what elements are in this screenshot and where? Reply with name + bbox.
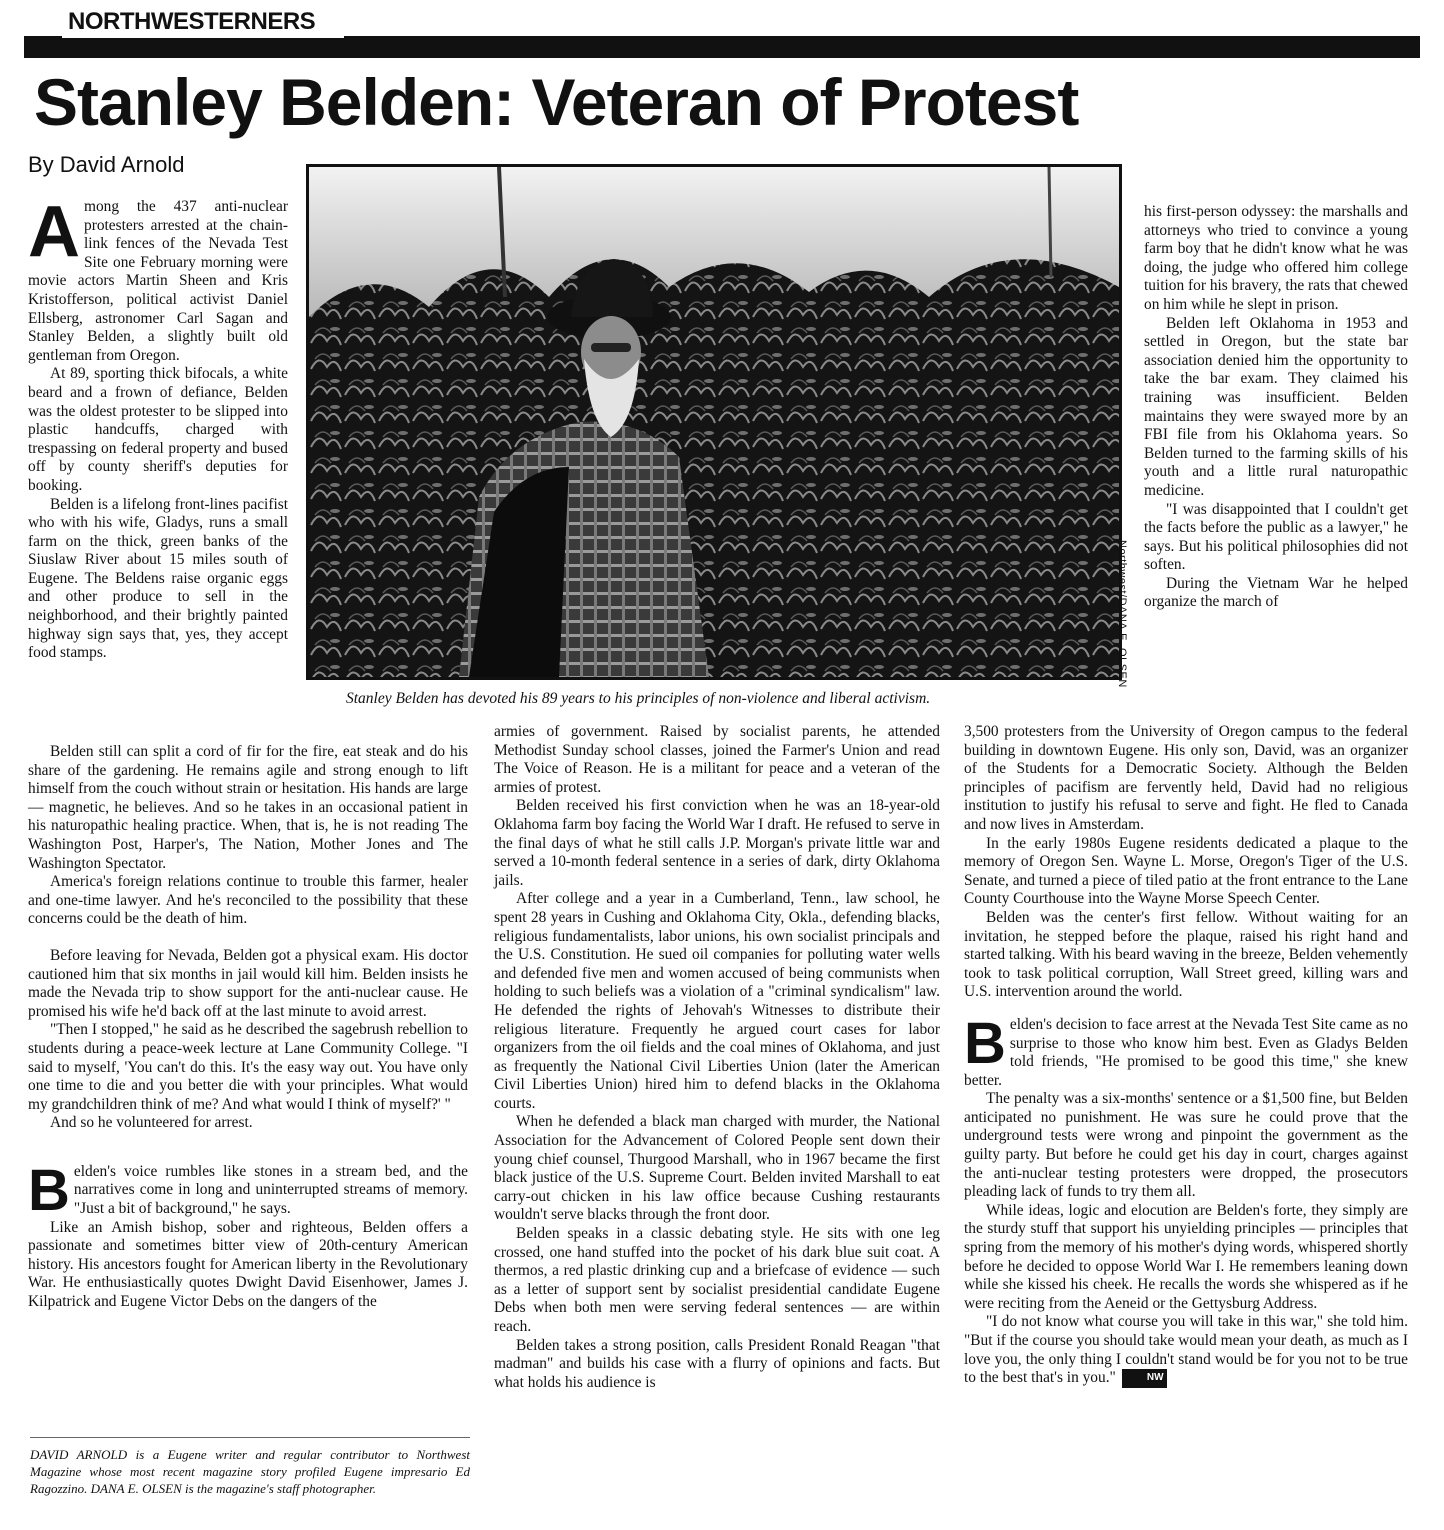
paragraph: "I was disappointed that I couldn't get the facts before the public as a lawyer," he says. But his political philosophies did not soften. bbox=[1144, 500, 1408, 574]
paragraph: The penalty was a six-months' sentence or a $1,500 fine, but Belden anticipated no punishment. He was sure he could prove that the underground tests were wrong and pinpoint the government as the guilty party. But before he could get his day in court, charges against the anti-nuclear testing protesters were dropped, the prosecutors pleading lack of funds to try them all. bbox=[964, 1090, 1408, 1201]
paragraph-text: mong the 437 anti-nuclear protesters arrested at the chain-link fences of the Nevada Test Site one February morning were movie actors Martin Sheen and Kris Kristofferson, political activist Daniel Ellsberg, astronomer Carl Sagan and Stanley Belden, a slightly built old gentleman from Oregon. bbox=[28, 198, 288, 364]
paragraph: Before leaving for Nevada, Belden got a physical exam. His doctor cautioned him that six months in jail would kill him. Belden insists he made the Nevada trip to show support for the anti-nuclear cause. He promised his wife he'd back off at the last minute to avoid arrest. bbox=[28, 946, 468, 1020]
paragraph: While ideas, logic and elocution are Belden's forte, they simply are the sturdy stuff that support his unyielding principles — principles that spring from the memory of his mother's dying words, whispered shortly before he decided to oppose World War I. He remembers leaning down while she kissed his cheek. He recalls the words she whispered as if he were reciting from the Aeneid or the Gettysburg Address. bbox=[964, 1201, 1408, 1312]
paragraph: America's foreign relations continue to trouble this farmer, healer and one-time lawyer. And he's reconciled to the possibility that these concerns could be the death of him. bbox=[28, 873, 468, 928]
paragraph bbox=[28, 192, 288, 365]
header-bar bbox=[24, 38, 1420, 58]
paragraph-text: "I do not know what course you will take in this war," she told him. "But if the course you should take would mean your death, as much as I love you, the only thing I couldn't stand would be for you not to be true to the best that's in you." bbox=[964, 1313, 1408, 1387]
paragraph-text: elden's voice rumbles like stones in a stream bed, and the narratives come in long and uninterrupted streams of memory. "Just a bit of background," he says. bbox=[73, 1162, 468, 1218]
paragraph: At 89, sporting thick bifocals, a white beard and a frown of defiance, Belden was the oldest protester to be slipped into plastic handcuffs, charged with trespassing on federal property and bused off by county sheriff's deputies for booking. bbox=[28, 365, 288, 494]
paragraph: Belden was the center's first fellow. Without waiting for an invitation, he stepped before the plaque, raised his right hand and started talking. With his beard waving in the breeze, Belden vehemently took to task political corruption, Wall Street greed, killing wars and U.S. intervention around the world. bbox=[964, 908, 1408, 1001]
drop-cap: A bbox=[28, 192, 80, 272]
paragraph: Belden is a lifelong front-lines pacifist who with his wife, Gladys, runs a small farm on the thick, green banks of the Siuslaw River about 15 miles south of Eugene. The Beldens raise organic eggs and other produce to sell in the neighborhood, and their brightly painted highway sign says that, yes, they accept food stamps. bbox=[28, 495, 288, 662]
photo-stanley-belden bbox=[306, 164, 1122, 680]
paragraph: "Then I stopped," he said as he described the sagebrush rebellion to students during a peace-week lecture at Lane Community College. "I said to myself, 'You can't do this. It's the easy way out. You have only one time to die and you better die with your principles. What would my grandchildren think of me? And what would I think of myself?' " bbox=[28, 1021, 468, 1113]
paragraph: In the early 1980s Eugene residents dedicated a plaque to the memory of Oregon Sen. Wayne L. Morse, Oregon's Tiger of the U.S. Senate, and turned a piece of tiled patio at the front entrance to the Lane County Courthouse into the Wayne Morse Speech Center. bbox=[964, 834, 1408, 908]
column-3 bbox=[964, 723, 1408, 1388]
photo-illustration bbox=[309, 167, 1119, 677]
drop-cap: B bbox=[964, 1010, 1006, 1076]
section-label: NORTHWESTERNERS bbox=[68, 8, 316, 35]
paragraph: Like an Amish bishop, sober and righteous, Belden offers a passionate and sometimes bitter view of 20th-century American history. His ancestors fought for American liberty in the Revolutionary War. He enthusiastically quotes Dwight David Eisenhower, James J. Kilpatrick and Eugene Victor Debs on the dangers of the bbox=[28, 1218, 468, 1311]
end-mark: NW bbox=[1122, 1369, 1167, 1388]
paragraph: Belden still can split a cord of fir for the fire, eat steak and do his share of the gardening. He remains agile and strong enough to lift himself from the couch without strain or hesitation. His hands are large — magnetic, he believes. And so he takes in an occasional patient in his naturopathic healing practice. When, that is, he is not reading The Washington Post, Harper's, The Nation, Mother Jones and The Washington Spectator. bbox=[28, 743, 468, 872]
headline: Stanley Belden: Veteran of Protest bbox=[34, 65, 1079, 139]
author-bio: DAVID ARNOLD is a Eugene writer and regular contributor to Northwest Magazine whose most recent magazine story profiled Eugene impresario Ed Ragozzino. DANA E. OLSEN is the magazine's staff photographer. bbox=[30, 1447, 470, 1496]
paragraph: armies of government. Raised by socialist parents, he attended Methodist Sunday school classes, joined the Farmer's Union and read The Voice of Reason. He is a militant for peace and a veteran of the armies of protest. bbox=[494, 723, 940, 796]
section-header bbox=[24, 8, 1420, 38]
photo-credit: Northwest/DANA E. OLSEN bbox=[1116, 540, 1128, 688]
paragraph: During the Vietnam War he helped organize the march of bbox=[1144, 574, 1408, 611]
drop-cap: B bbox=[28, 1157, 70, 1223]
paragraph: When he defended a black man charged with murder, the National Association for the Advancement of Colored People sent down their young chief counsel, Thurgood Marshall, who in 1967 became the first black justice of the U.S. Supreme Court. Belden invited Marshall to eat carry-out chicken in his law office because Cushing restaurants wouldn't serve blacks through the front door. bbox=[494, 1113, 940, 1224]
column-1-lower bbox=[28, 743, 468, 1312]
column-4 bbox=[1144, 203, 1408, 612]
bio-divider bbox=[30, 1437, 470, 1438]
paragraph: Belden left Oklahoma in 1953 and settled in Oregon, but the state bar association denied him the opportunity to take the bar exam. They claimed his training was insufficient. Belden maintains they were swayed more by an FBI file from his Oklahoma years. So Belden turned to the farming skills of his youth and a little rural naturopathic medicine. bbox=[1144, 314, 1408, 499]
paragraph bbox=[28, 1157, 468, 1223]
paragraph-text: elden's decision to face arrest at the Nevada Test Site came as no surprise to those who know him best. Even as Gladys Belden told friends, "He promised to be good this time," she knew better. bbox=[964, 1015, 1408, 1089]
paragraph: Belden speaks in a classic debating style. He sits with one leg crossed, one hand stuffed into the pocket of his dark blue suit coat. A thermos, a red plastic drinking cup and a briefcase of evidence — such as a letter of support sent by socialist presidential candidate Eugene Debs when both men were serving federal sentences — are within reach. bbox=[494, 1225, 940, 1335]
paragraph: After college and a year in a Cumberland, Tenn., law school, he spent 28 years in Cushing and Oklahoma City, Okla., defending blacks, religious fundamentalists, labor unions, his own socialist principals and the U.S. Constitution. He sued oil companies for polluting water wells and defended five men and women accused of being communists when holding to such beliefs was a violation of a "criminal syndicalism" law. He defended the rights of Jehovah's Witnesses to distribute their religious literature. Frequently he argued court cases for labor organizers from the oil fields and the coal mines of Oklahoma, and just as frequently the National Civil Liberties Union (later the American Civil Liberties Union) hired him to defend blacks in the Oklahoma courts. bbox=[494, 890, 940, 1112]
paragraph: his first-person odyssey: the marshalls and attorneys who tried to convince a young farm boy that he didn't know what he was doing, the judge who offered him college tuition for his bravery, the rats that chewed on him while he slept in prison. bbox=[1144, 203, 1408, 313]
photo-caption: Stanley Belden has devoted his 89 years to his principles of non-violence and liberal activism. bbox=[346, 690, 931, 707]
paragraph: And so he volunteered for arrest. bbox=[50, 1114, 253, 1132]
column-1 bbox=[28, 192, 288, 663]
paragraph: 3,500 protesters from the University of Oregon campus to the federal building in downtown Eugene. His only son, David, was an organizer of the Students for a Democratic Society. Although the Belden principles of pacifism are fervently held, David had no religious institution to justify his refusal to serve and fight. He fled to Canada and now lives in Amsterdam. bbox=[964, 723, 1408, 833]
column-2 bbox=[494, 723, 940, 1392]
paragraph bbox=[964, 1313, 1408, 1388]
paragraph bbox=[964, 1010, 1408, 1090]
paragraph: Belden received his first conviction when he was an 18-year-old Oklahoma farm boy facing the World War I draft. He refused to serve in the final days of what he still calls J.P. Morgan's private little war and served a 10-month federal sentence in a series of dark, dirty Oklahoma jails. bbox=[494, 797, 940, 889]
byline: By David Arnold bbox=[28, 152, 185, 177]
paragraph: Belden takes a strong position, calls President Ronald Reagan "that madman" and builds his case with a flurry of opinions and facts. But what holds his audience is bbox=[494, 1336, 940, 1391]
